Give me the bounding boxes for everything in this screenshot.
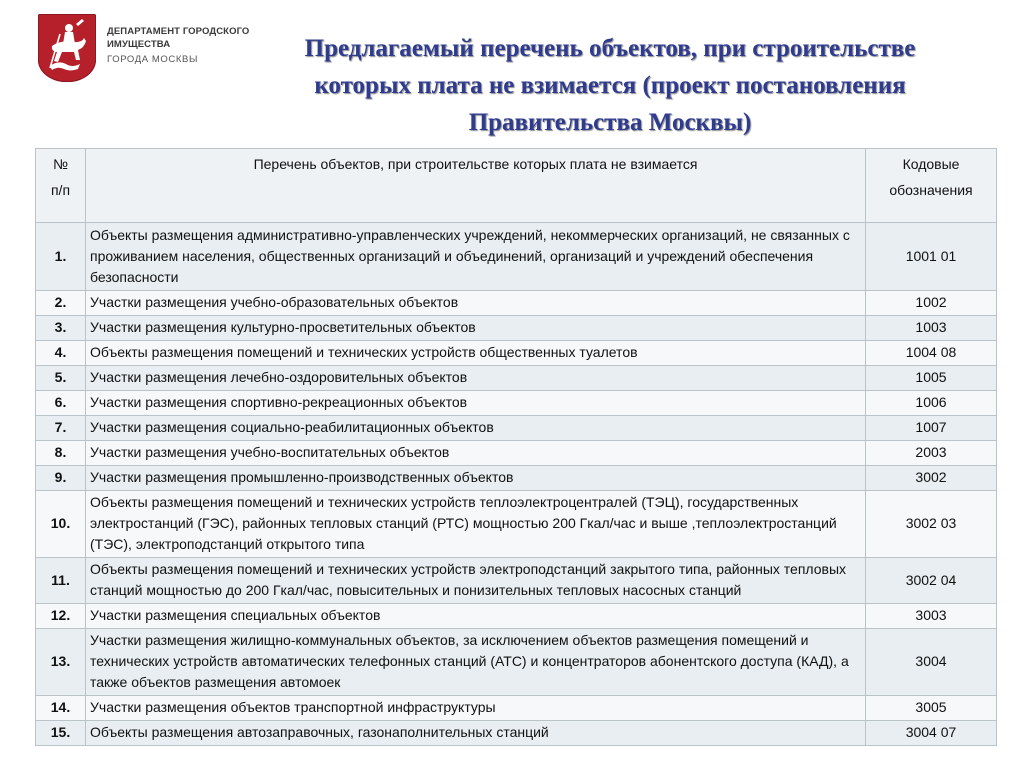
table-row (36, 721, 997, 746)
row-number: 7. (36, 416, 86, 441)
table-row (36, 391, 997, 416)
row-description: Участки размещения учебно-образовательных объектов (86, 291, 866, 316)
header-code-line2: обозначения (889, 182, 973, 198)
table-row (36, 558, 997, 604)
table-row (36, 291, 997, 316)
row-number: 15. (36, 721, 86, 746)
row-number: 3. (36, 316, 86, 341)
table-row (36, 366, 997, 391)
department-name-line2: ИМУЩЕСТВА (107, 38, 171, 50)
table-row (36, 491, 997, 558)
row-number: 10. (36, 491, 86, 558)
row-code: 1005 (866, 366, 997, 391)
row-number: 1. (36, 223, 86, 291)
row-description: Участки размещения социально-реабилитационных объектов (86, 416, 866, 441)
header-description: Перечень объектов, при строительстве которых плата не взимается (86, 149, 866, 223)
page-title-line1: Предлагаемый перечень объектов, при строительстве (304, 35, 916, 62)
page-title-line3: Правительства Москвы) (468, 109, 752, 136)
row-description: Объекты размещения автозаправочных, газонаполнительных станций (86, 721, 866, 746)
row-code: 3002 04 (866, 558, 997, 604)
row-number: 5. (36, 366, 86, 391)
table-row (36, 629, 997, 696)
row-description: Участки размещения жилищно-коммунальных объектов, за исключением объектов размещения помещений и технических устройств автоматических телефонных станций (АТС) и концентраторов абонентского доступа (КАД), а также объектов размещения автомоек (86, 629, 866, 696)
header-number (36, 149, 86, 223)
row-code: 1007 (866, 416, 997, 441)
table-row (36, 466, 997, 491)
row-code: 3002 (866, 466, 997, 491)
row-code: 3002 03 (866, 491, 997, 558)
row-description: Участки размещения учебно-воспитательных объектов (86, 441, 866, 466)
row-number: 8. (36, 441, 86, 466)
header-code (866, 149, 997, 223)
row-code: 3004 (866, 629, 997, 696)
row-code: 1002 (866, 291, 997, 316)
objects-table (35, 148, 997, 746)
row-code: 3005 (866, 696, 997, 721)
row-code: 3003 (866, 604, 997, 629)
row-description: Участки размещения объектов транспортной инфраструктуры (86, 696, 866, 721)
department-name-line1: ДЕПАРТАМЕНТ ГОРОДСКОГО (107, 26, 250, 37)
department-name (107, 26, 249, 67)
row-description: Объекты размещения административно-управленческих учреждений, некоммерческих организаций, не связанных с проживанием населения, общественных организаций и объединений, организаций и учреждений обеспечения безопасности (86, 223, 866, 291)
department-name-line3: ГОРОДА МОСКВЫ (107, 54, 198, 65)
table-header-row (36, 149, 997, 223)
table-row (36, 604, 997, 629)
page-title (250, 30, 970, 141)
table-row (36, 316, 997, 341)
row-description: Объекты размещения помещений и технических устройств общественных туалетов (86, 341, 866, 366)
row-description: Объекты размещения помещений и технических устройств электроподстанций закрытого типа, районных тепловых станций мощностью до 200 Гкал/час, повысительных и понизительных тепловых насосных станций (86, 558, 866, 604)
row-number: 12. (36, 604, 86, 629)
row-code: 2003 (866, 441, 997, 466)
page-title-line2: которых плата не взимается (проект постановления (314, 72, 906, 99)
row-number: 2. (36, 291, 86, 316)
row-code: 1006 (866, 391, 997, 416)
table-row (36, 341, 997, 366)
row-number: 4. (36, 341, 86, 366)
moscow-coat-of-arms-icon (38, 14, 96, 82)
table-row (36, 223, 997, 291)
row-code: 1004 08 (866, 341, 997, 366)
table-row (36, 416, 997, 441)
department-logo (38, 14, 249, 82)
row-number: 13. (36, 629, 86, 696)
row-number: 14. (36, 696, 86, 721)
row-number: 6. (36, 391, 86, 416)
row-description: Объекты размещения помещений и технических устройств теплоэлектроцентралей (ТЭЦ), государственных электростанций (ГЭС), районных тепловых станций (РТС) мощностью 200 Гкал/час и выше ,теплоэлектростанций (ТЭС), электроподстанций открытого типа (86, 491, 866, 558)
row-description: Участки размещения культурно-просветительных объектов (86, 316, 866, 341)
header-number-line1: № (52, 156, 69, 172)
row-number: 11. (36, 558, 86, 604)
row-code: 1003 (866, 316, 997, 341)
row-code: 1001 01 (866, 223, 997, 291)
row-description: Участки размещения спортивно-рекреационных объектов (86, 391, 866, 416)
table-row (36, 441, 997, 466)
table-row (36, 696, 997, 721)
row-description: Участки размещения специальных объектов (86, 604, 866, 629)
row-description: Участки размещения лечебно-оздоровительных объектов (86, 366, 866, 391)
row-code: 3004 07 (866, 721, 997, 746)
header-code-line1: Кодовые (902, 156, 960, 172)
row-number: 9. (36, 466, 86, 491)
row-description: Участки размещения промышленно-производственных объектов (86, 466, 866, 491)
header-number-line2: п/п (50, 182, 71, 198)
